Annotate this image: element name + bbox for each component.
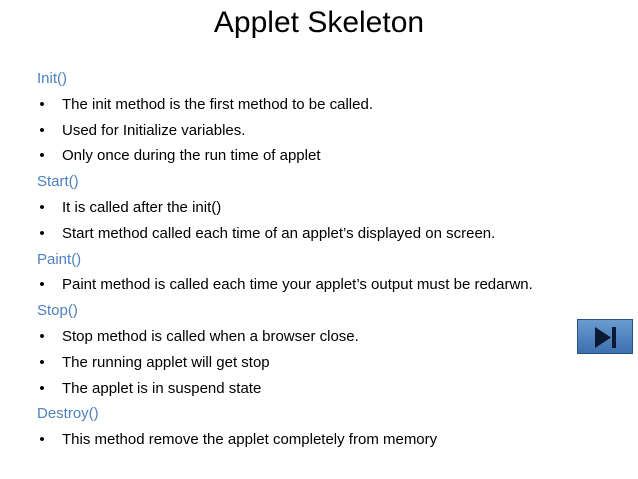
section-heading: Destroy() [37, 405, 99, 423]
bullet-text: Only once during the run time of applet [62, 147, 321, 165]
bullet-item [37, 195, 617, 221]
bullet-item [37, 118, 617, 144]
bullet-item [37, 427, 617, 453]
section-heading: Start() [37, 173, 79, 191]
bullet-marker: • [39, 198, 45, 216]
bullet-text: It is called after the init() [62, 198, 222, 216]
bullet-marker: • [39, 353, 45, 371]
bullet-text: Used for Initialize variables. [62, 121, 246, 139]
bullet-item [37, 92, 617, 118]
bullet-item [37, 324, 617, 350]
bullet-marker: • [39, 276, 45, 294]
section-heading: Init() [37, 70, 67, 87]
bullet-marker: • [39, 431, 45, 449]
bullet-text: Stop method is called when a browser close. [62, 327, 359, 345]
bullet-item [37, 350, 617, 376]
skip-to-end-button[interactable] [577, 319, 633, 354]
bullet-marker: • [39, 95, 45, 113]
bullet-marker: • [39, 224, 45, 242]
bullet-marker: • [39, 121, 45, 139]
bullet-text: The running applet will get stop [62, 353, 270, 371]
bullet-text: Start method called each time of an applet’s displayed on screen. [62, 224, 496, 242]
skip-to-end-icon [578, 320, 634, 355]
section-heading: Stop() [37, 302, 78, 320]
bullet-text: Paint method is called each time your applet’s output must be redarwn. [62, 276, 533, 294]
bullet-text: This method remove the applet completely from memory [62, 431, 438, 449]
bullet-item [37, 272, 617, 298]
section-heading: Paint() [37, 250, 82, 268]
bullet-marker: • [39, 147, 45, 165]
bullet-item [37, 143, 617, 169]
bullet-item [37, 221, 617, 247]
bullet-item [37, 376, 617, 402]
bullet-marker: • [39, 379, 45, 397]
slide-content [37, 66, 617, 453]
bullet-marker: • [39, 327, 45, 345]
bullet-text: The applet is in suspend state [62, 379, 262, 397]
bullet-text: The init method is the first method to be called. [62, 95, 373, 113]
slide-title: Applet Skeleton [213, 6, 425, 39]
